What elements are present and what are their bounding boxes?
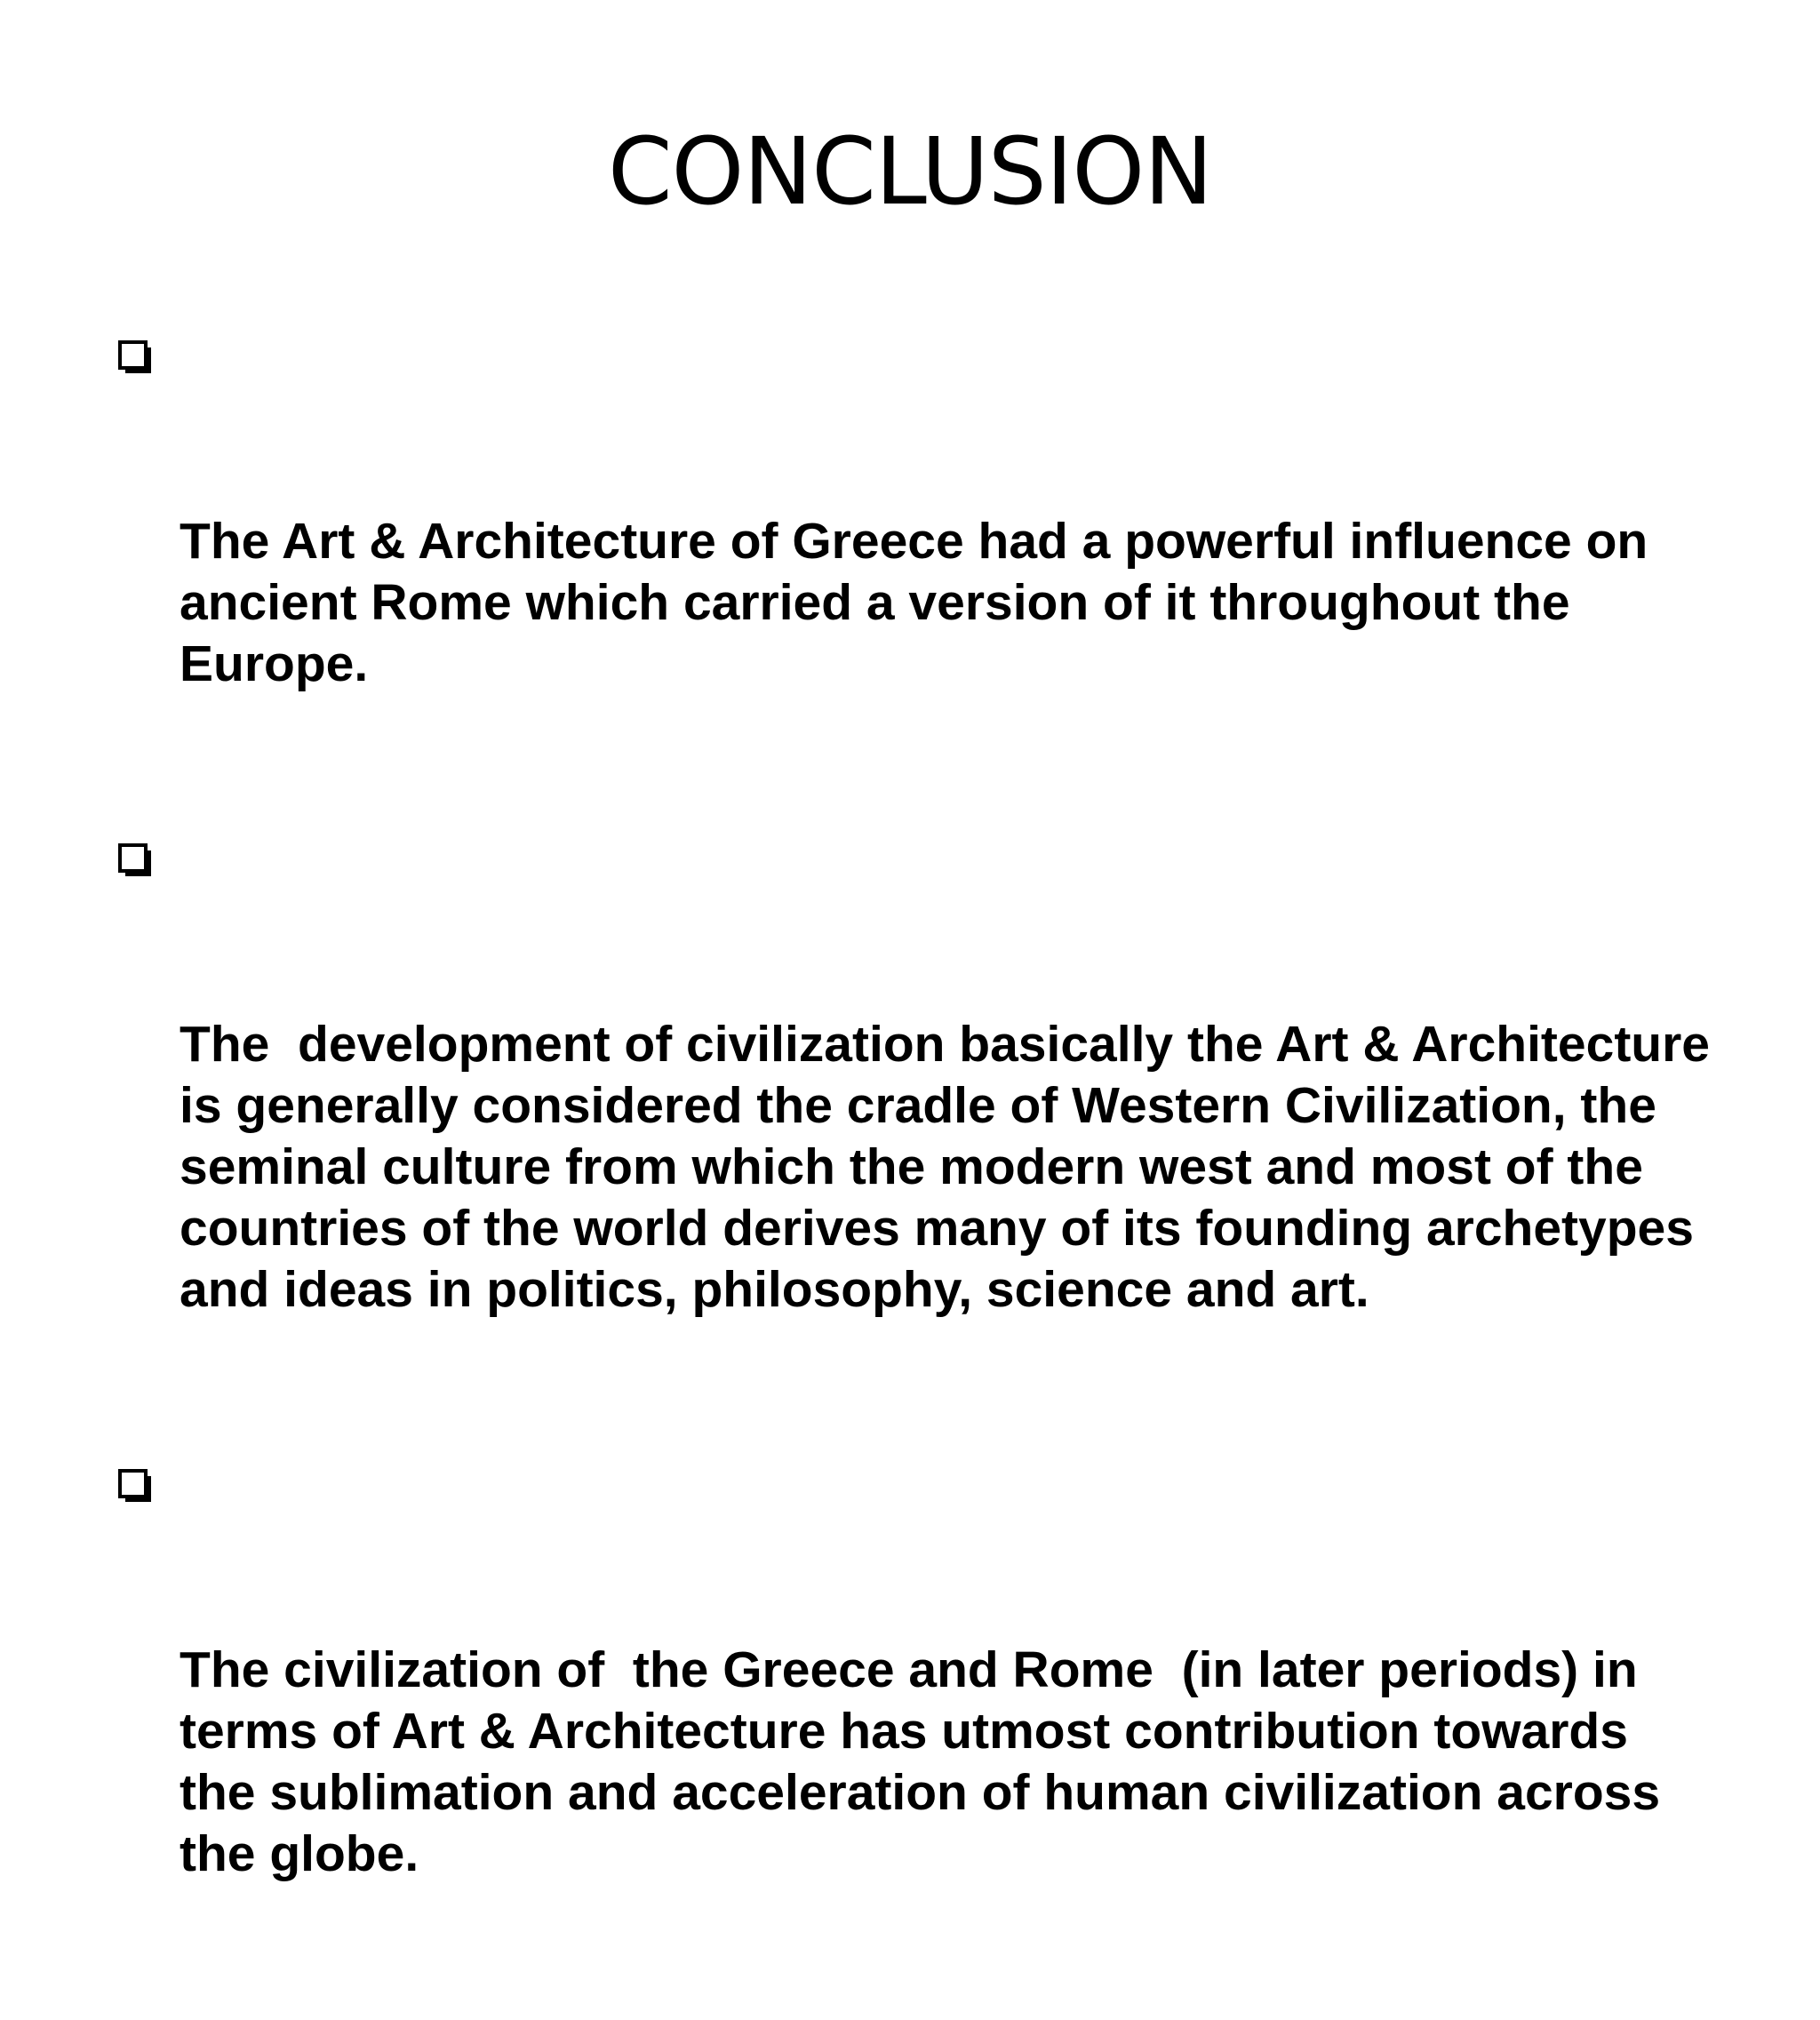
bullet-text: The development of civilization basically the Art & Architecture is generally considered the cradle of Western Civilization, the seminal culture from which the modern west and most of the countries of the world derives many of its founding archetypes and ideas in politics, philosophy, science and art. bbox=[180, 1016, 1724, 1318]
bullet-text: The civilization of the Greece and Rome (in later periods) in terms of Art & Architecture has utmost contribution towards the sublimation and acceleration of human civilization across the globe. bbox=[180, 1641, 1674, 1882]
checkbox-icon bbox=[117, 842, 153, 878]
bullet-item bbox=[114, 1456, 1731, 2008]
checkbox-icon bbox=[117, 1468, 153, 1504]
bullet-text: The Art & Architecture of Greece had a powerful influence on ancient Rome which carried a version of it throughout the Europe. bbox=[180, 513, 1663, 692]
bullet-item bbox=[114, 830, 1731, 1443]
bullet-list bbox=[114, 327, 1731, 2020]
slide-title: CONCLUSION bbox=[607, 117, 1213, 226]
bullet-item bbox=[114, 327, 1731, 818]
checkbox-icon bbox=[117, 339, 153, 375]
